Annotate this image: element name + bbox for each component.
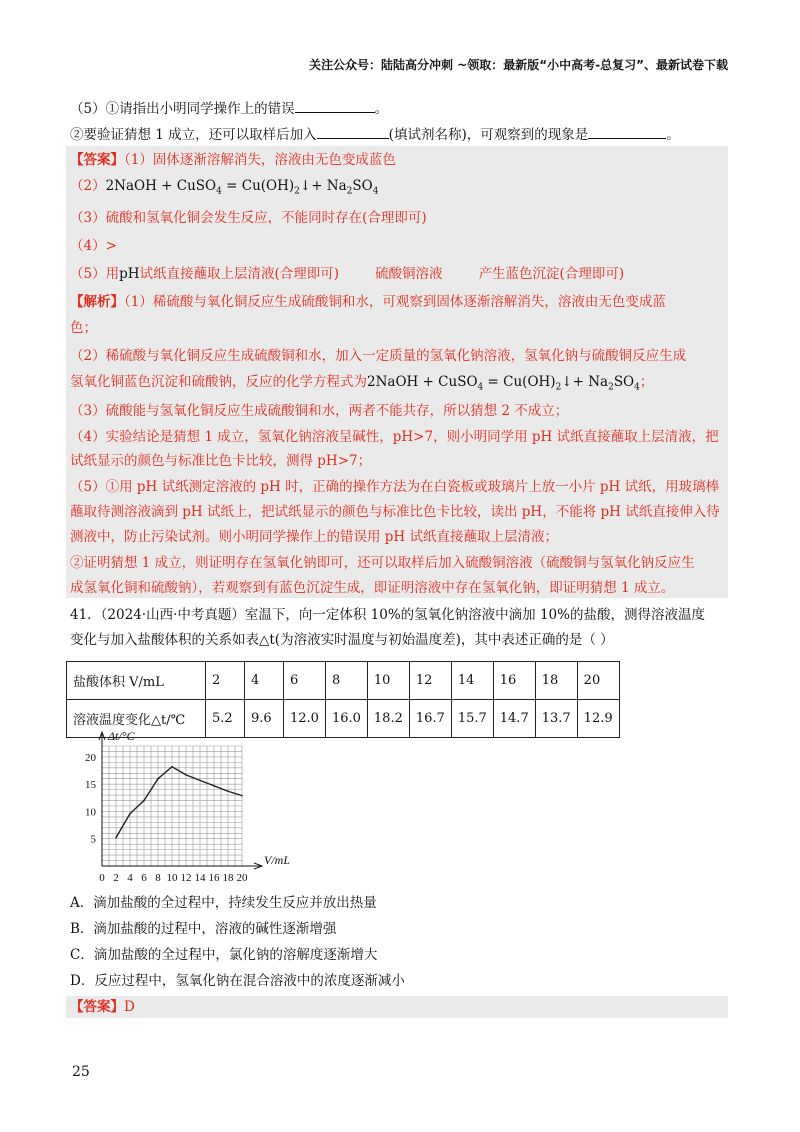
answer-line-5 xyxy=(70,264,624,284)
answer-tag: 【答案】 xyxy=(70,999,124,1015)
page-number: 25 xyxy=(72,1064,90,1080)
x-tick-label: 0 xyxy=(99,872,105,884)
analysis-8: （5）①用 pH 试纸测定溶液的 pH 时，正确的操作方法为在白瓷板或玻璃片上放一小片 pH 试纸，用玻璃棒 xyxy=(70,479,720,495)
analysis-line-1 xyxy=(70,292,666,312)
table-cell: 8 xyxy=(325,662,367,700)
analysis-11: ②证明猜想 1 成立，则证明存在氢氧化钠即可，还可以取样后加入硫酸铜溶液（硫酸铜与氢氧化钠反应生 xyxy=(70,555,695,571)
q41-stem-2: 变化与加入盐酸体积的关系如表△t(为溶液实时温度与初始温度差)，其中表述正确的是（ ） xyxy=(70,632,614,648)
table-header-cell: 溶液温度变化△t/℃ xyxy=(67,700,206,738)
answer-3: （3）硫酸和氢氧化铜会发生反应，不能同时存在(合理即可) xyxy=(70,210,427,226)
table-cell: 15.7 xyxy=(451,700,493,738)
table-cell: 6 xyxy=(284,662,326,700)
y-tick-label: 5 xyxy=(90,833,96,846)
data-point xyxy=(115,837,117,839)
data-point xyxy=(171,766,173,768)
answer-5-phenomenon: 产生蓝色沉淀(合理即可) xyxy=(478,266,625,282)
answer-5-prefix: （5）用 xyxy=(70,266,120,282)
chemical-equation: 2NaOH + CuSO$_4$ = $Cu(OH)_2↓+ Na_2SO_4$ xyxy=(367,374,640,393)
answer-blank xyxy=(295,98,375,113)
y-tick-label: 20 xyxy=(85,751,96,764)
x-tick-label: 4 xyxy=(127,872,133,884)
q5-line-1-end: 。 xyxy=(374,101,389,117)
x-tick-label: 14 xyxy=(194,872,206,884)
q5-line-1 xyxy=(70,98,388,119)
answer-4: （4）> xyxy=(70,238,117,254)
chemical-equation: 2NaOH + CuSO$_4$ = $Cu(OH)_2↓+ Na_2SO_4$ xyxy=(105,178,379,197)
data-point xyxy=(199,780,201,782)
x-tick-label: 2 xyxy=(113,872,119,884)
y-axis-label: Δt/°C xyxy=(108,729,135,743)
y-tick-label: 15 xyxy=(85,779,96,792)
table-cell: 12 xyxy=(409,662,451,700)
analysis-3: （2）稀硫酸与氧化铜反应生成硫酸铜和水，加入一定质量的氢氧化钠溶液，氢氧化钠与硫酸铜反应生成 xyxy=(70,348,687,364)
table-row xyxy=(67,662,620,700)
option-c: C．滴加盐酸的全过程中，氯化钠的溶解度逐渐增大 xyxy=(70,947,378,963)
option-b: B．滴加盐酸的过程中，溶液的碱性逐渐增强 xyxy=(70,921,337,937)
q5-line-1-text: （5）①请指出小明同学操作上的错误 xyxy=(70,101,295,117)
temperature-change-chart xyxy=(66,726,316,891)
table-cell: 16 xyxy=(493,662,535,700)
q5-line-2 xyxy=(70,124,680,145)
table-header-cell: 盐酸体积 V/mL xyxy=(67,662,206,700)
x-tick-label: 6 xyxy=(141,872,147,884)
analysis-5: （3）硫酸能与氢氧化铜反应生成硫酸铜和水，两者不能共存，所以猜想 2 不成立； xyxy=(70,403,569,419)
table-cell: 18 xyxy=(535,662,577,700)
table-cell: 16.0 xyxy=(325,700,367,738)
answer-2-prefix: （2） xyxy=(70,178,106,194)
page-header: 关注公众号：陆陆高分冲刺 ~领取：最新版“小中高考-总复习”、最新试卷下载 xyxy=(309,58,728,72)
table-cell: 2 xyxy=(206,662,245,700)
answer-blank xyxy=(588,124,666,139)
q41-stem-1: 41．（2024·山西·中考真题）室温下，向一定体积 10%的氢氧化钠溶液中滴加 10%的盐酸，测得溶液温度 xyxy=(70,607,705,623)
option-a: A．滴加盐酸的全过程中，持续发生反应并放出热量 xyxy=(70,895,377,911)
table-cell: 14.7 xyxy=(493,700,535,738)
data-point xyxy=(157,778,159,780)
table-cell: 10 xyxy=(367,662,409,700)
x-tick-label: 20 xyxy=(236,872,248,884)
answer-5-ph: pH xyxy=(119,266,140,282)
answer-1: （1）固体逐渐溶解消失，溶液由无色变成蓝色 xyxy=(124,152,396,168)
analysis-1: （1）稀硫酸与氧化铜反应生成硫酸铜和水，可观察到固体逐渐溶解消失，溶液由无色变成蓝 xyxy=(124,294,666,310)
answer-5-reagent: 硫酸铜溶液 xyxy=(375,266,443,282)
analysis-2: 色； xyxy=(70,320,97,336)
answer-blank xyxy=(317,124,389,139)
analysis-line-4 xyxy=(70,372,653,398)
data-point xyxy=(185,774,187,776)
table-cell: 9.6 xyxy=(245,700,284,738)
analysis-6: （4）实验结论是猜想 1 成立，氢氧化钠溶液呈碱性，pH>7，则小明同学用 pH 试纸直接蘸取上层清液，把 xyxy=(70,429,719,445)
analysis-9: 蘸取待测溶液滴到 pH 试纸上，把试纸显示的颜色与标准比色卡比较，读出 pH，不能将 pH 试纸直接伸入待 xyxy=(70,504,720,520)
analysis-4-prefix: 氢氧化铜蓝色沉淀和硫酸钠，反应的化学方程式为 xyxy=(70,374,367,390)
data-point xyxy=(143,800,145,802)
table-cell: 20 xyxy=(577,662,619,700)
table-cell: 4 xyxy=(245,662,284,700)
x-tick-label: 12 xyxy=(180,872,192,884)
data-point xyxy=(227,790,229,792)
q41-answer-box xyxy=(66,996,728,1018)
data-point xyxy=(129,813,131,815)
data-point xyxy=(213,785,215,787)
analysis-10: 测液中，防止污染试剂。则小明同学操作上的错误用 pH 试纸直接蘸取上层清液； xyxy=(70,529,558,545)
analysis-7: 试纸显示的颜色与标准比色卡比较，测得 pH>7； xyxy=(70,453,372,469)
answer-value: D xyxy=(124,999,135,1015)
answer-tag: 【答案】 xyxy=(70,152,124,168)
q41-answer xyxy=(70,997,135,1017)
table-cell: 13.7 xyxy=(535,700,577,738)
x-axis-label: V/mL xyxy=(264,853,291,867)
option-d: D．反应过程中，氢氧化钠在混合溶液中的浓度逐渐减小 xyxy=(70,973,405,989)
table-cell: 12.0 xyxy=(284,700,326,738)
answer-line-1 xyxy=(70,150,396,170)
analysis-tag: 【解析】 xyxy=(70,294,124,310)
q5-line-2-b: (填试剂名称)，可观察到的现象是 xyxy=(388,127,589,143)
x-tick-label: 8 xyxy=(155,872,161,884)
answer-line-2 xyxy=(70,176,378,202)
table-cell: 16.7 xyxy=(409,700,451,738)
x-tick-label: 18 xyxy=(222,872,234,884)
table-cell: 18.2 xyxy=(367,700,409,738)
data-point xyxy=(241,795,243,797)
table-cell: 14 xyxy=(451,662,493,700)
analysis-4-suffix: ； xyxy=(639,374,654,390)
table-cell: 12.9 xyxy=(577,700,619,738)
x-tick-label: 10 xyxy=(166,872,178,884)
analysis-12: 成氢氧化铜和硫酸钠），若观察到有蓝色沉淀生成，即证明溶液中存在氢氧化钠，即证明猜想 1 成立。 xyxy=(70,580,675,596)
answer-5-text: 试纸直接蘸取上层清液(合理即可) xyxy=(139,266,340,282)
x-tick-label: 16 xyxy=(208,872,220,884)
q5-line-2-c: 。 xyxy=(666,127,680,143)
table-cell: 5.2 xyxy=(206,700,245,738)
y-tick-label: 10 xyxy=(85,806,96,819)
q5-line-2-a: ②要验证猜想 1 成立，还可以取样后加入 xyxy=(70,127,317,143)
